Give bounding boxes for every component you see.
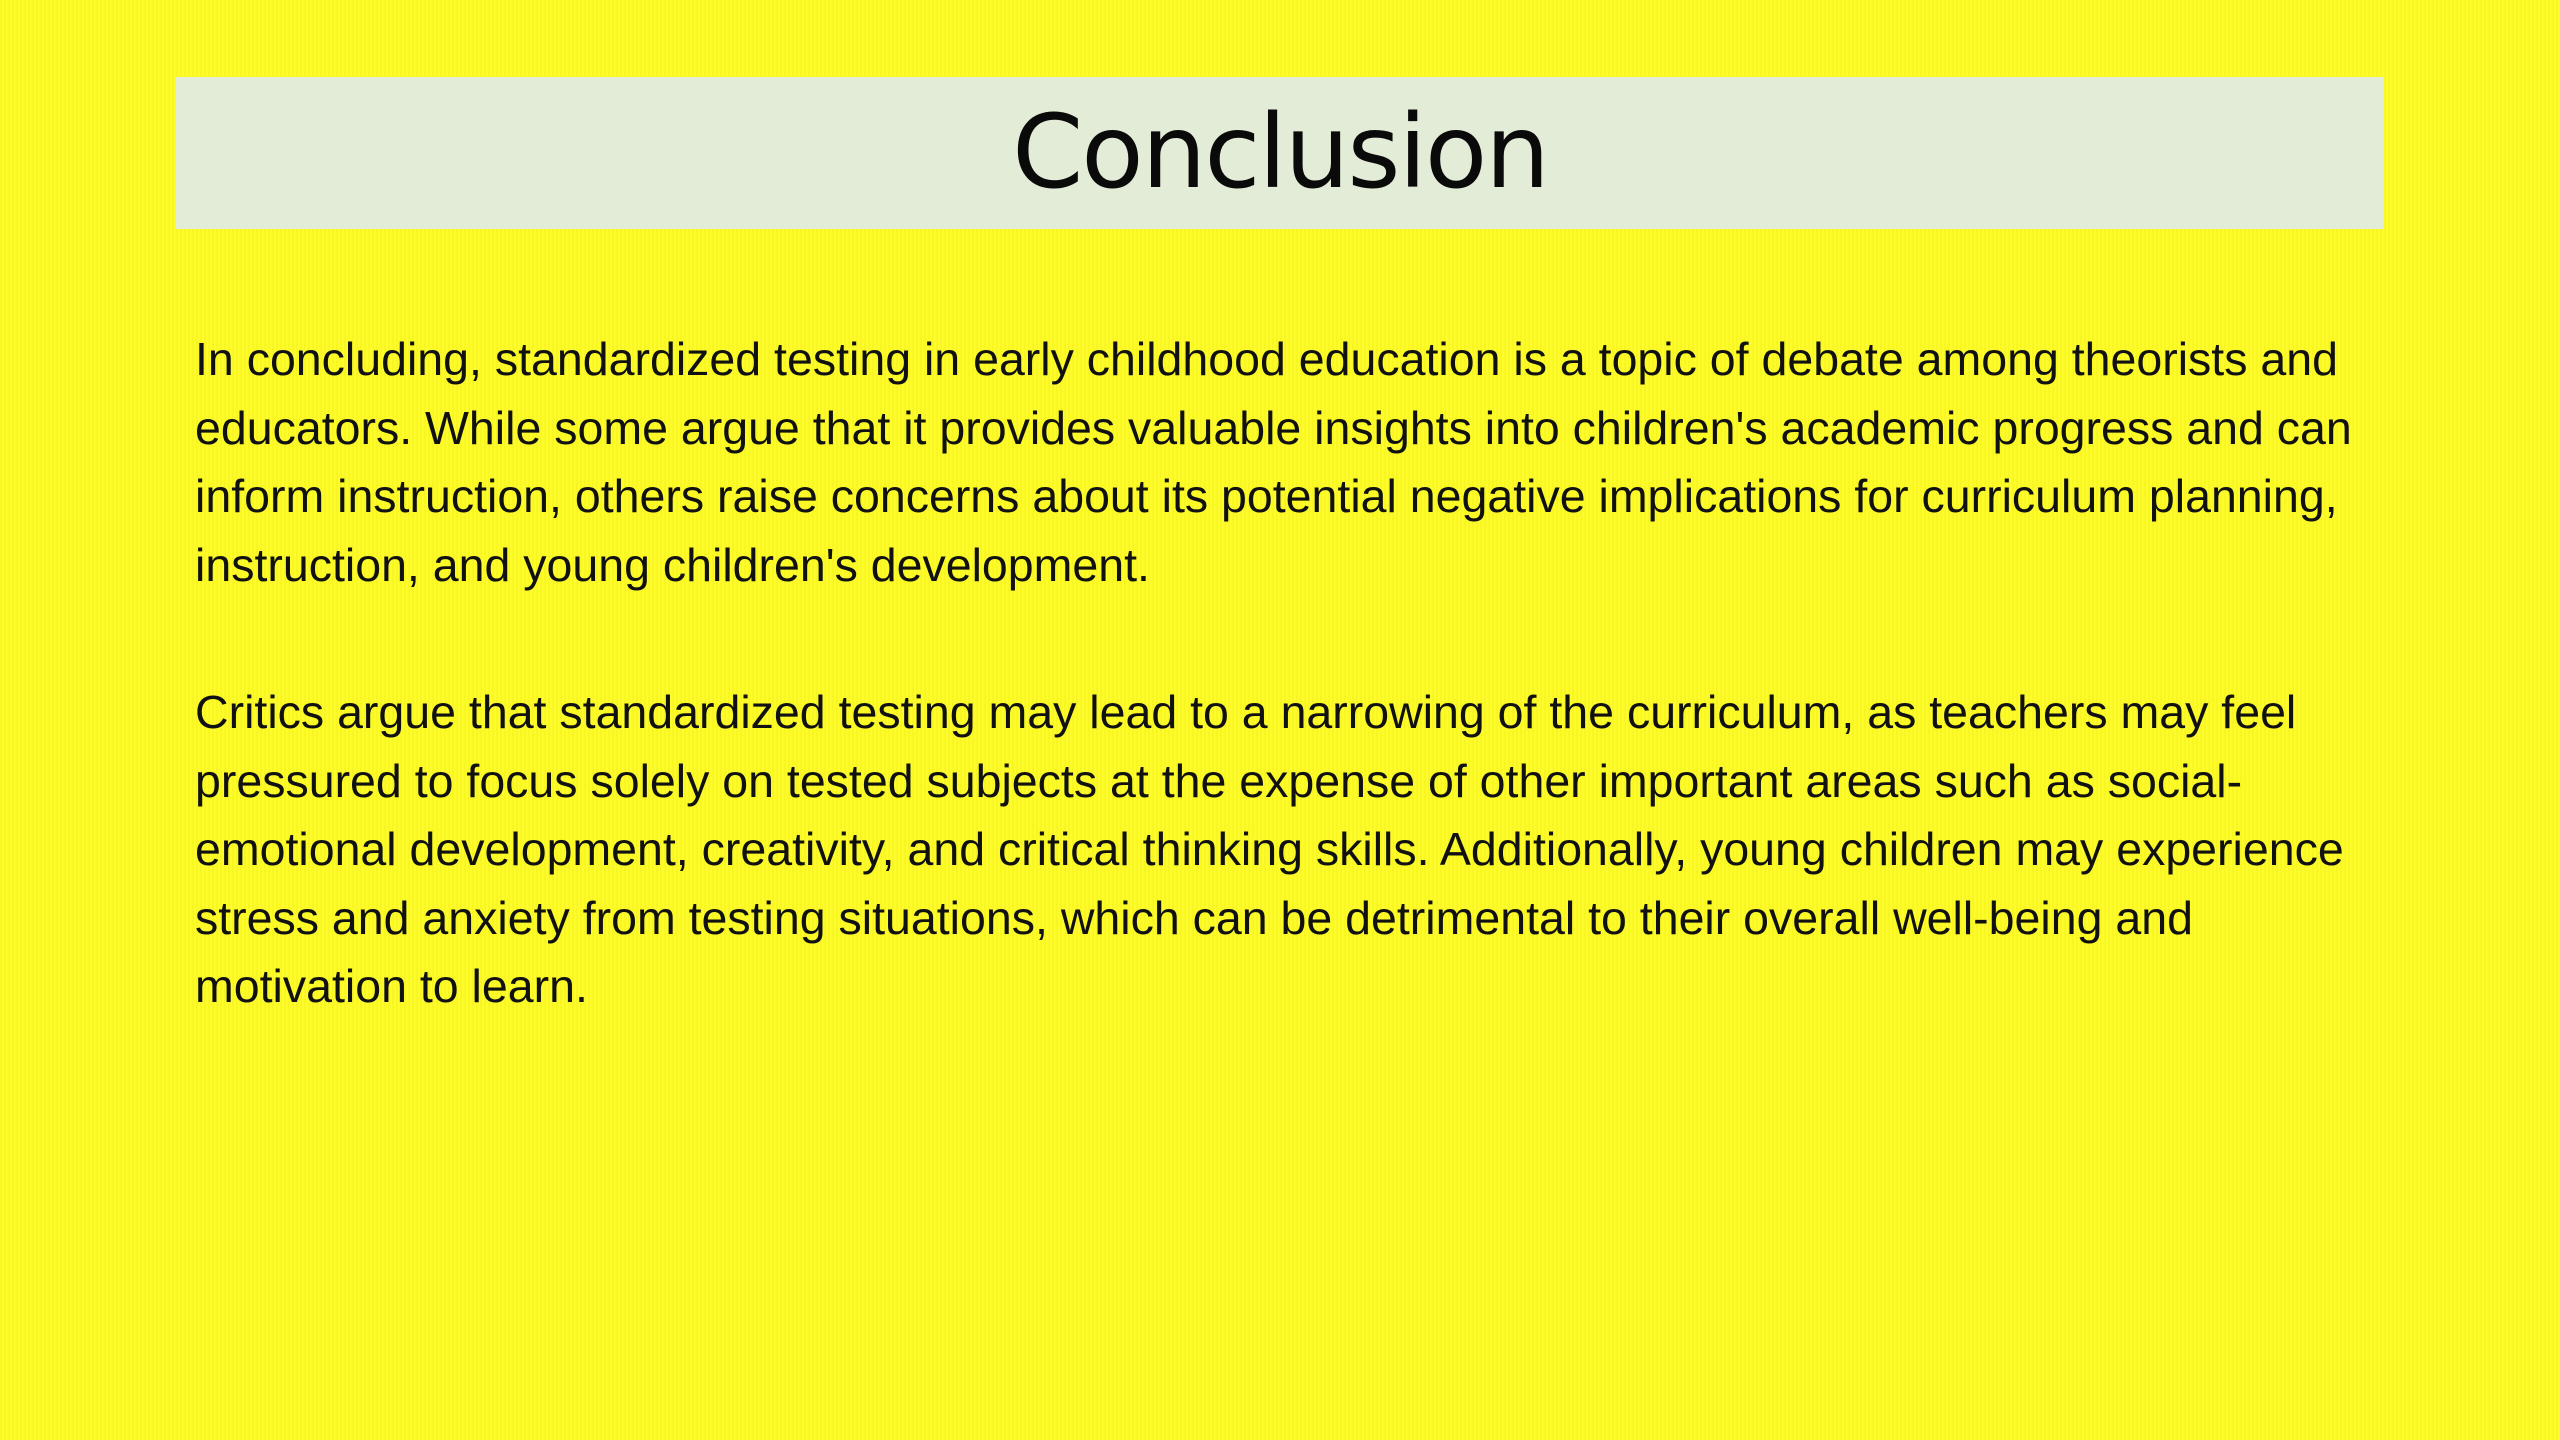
slide-title: Conclusion (1012, 93, 1548, 212)
title-bar (176, 77, 2384, 229)
paragraph-intro: In concluding, standardized testing in early childhood education is a topic of debate among theorists and educators. While some argue that it provides valuable insights into children's academic progress and can inform instruction, others raise concerns about its potential negative implications for curriculum planning, instruction, and young children's development. (195, 333, 2352, 591)
paragraph-critics: Critics argue that standardized testing may lead to a narrowing of the curriculum, as teachers may feel pressured to focus solely on tested subjects at the expense of other important areas such as social-emotional development, creativity, and critical thinking skills. Additionally, young children may experience stress and anxiety from testing situations, which can be detrimental to their overall well-being and motivation to learn. (195, 686, 2344, 1012)
slide-body (195, 325, 2385, 1021)
